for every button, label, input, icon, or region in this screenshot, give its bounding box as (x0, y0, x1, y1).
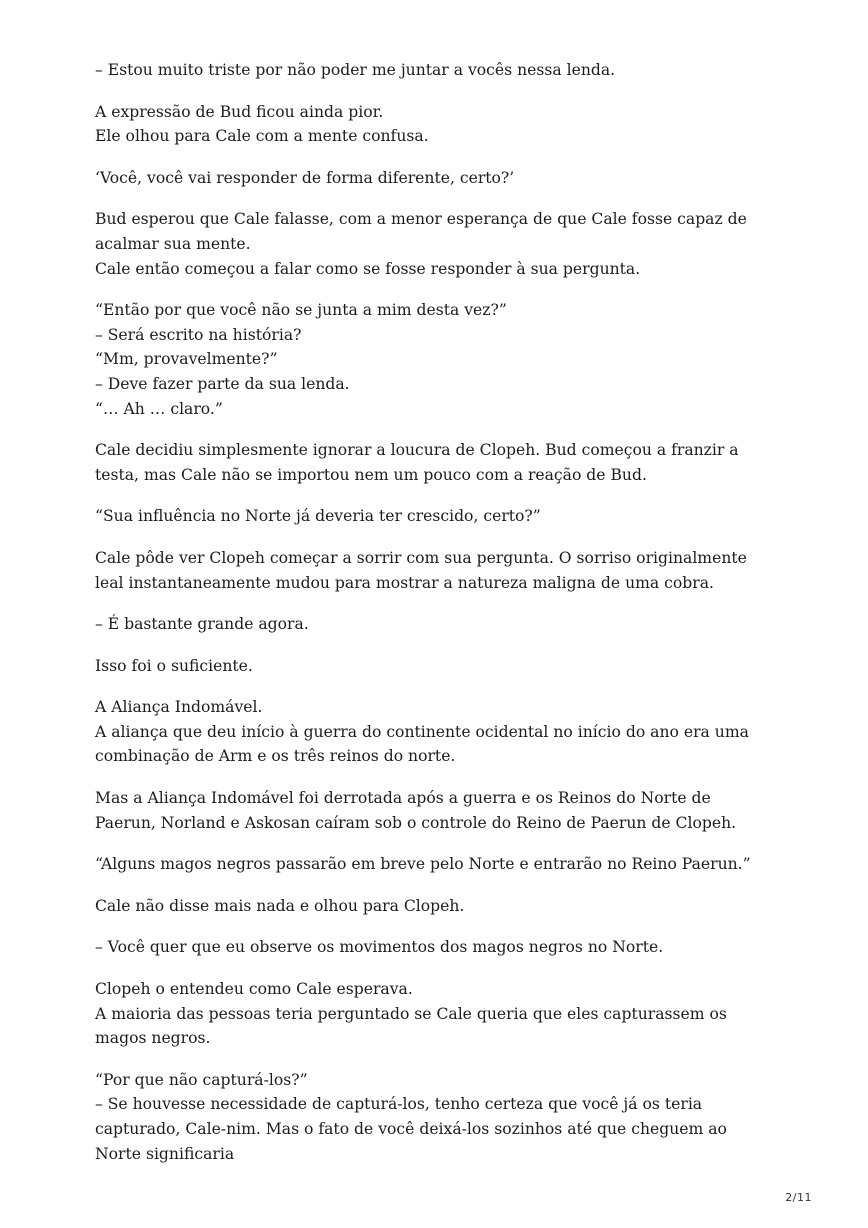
text-line: – Estou muito triste por não poder me juntar a vocês nessa lenda. (95, 61, 616, 79)
text-line: A maioria das pessoas teria perguntado se Cale queria que eles capturassem os magos negros. (95, 1004, 727, 1048)
paragraph (95, 612, 775, 637)
text-line: Clopeh o entendeu como Cale esperava. (95, 980, 413, 999)
paragraph (95, 546, 775, 595)
text-line: A Aliança Indomável. (95, 698, 263, 717)
paragraph (95, 58, 775, 83)
paragraph (95, 504, 775, 529)
paragraph (95, 935, 775, 960)
paragraph (95, 695, 775, 769)
text-line: “Mm, provavelmente?” (95, 350, 278, 369)
paragraph (95, 166, 775, 191)
paragraph (95, 786, 775, 835)
text-line: “Então por que você não se junta a mim desta vez?” (95, 301, 507, 320)
text-line: Cale pôde ver Clopeh começar a sorrir com sua pergunta. O sorriso originalmente leal instantaneamente mudou para mostrar a natureza maligna de uma cobra. (95, 548, 747, 592)
paragraph (95, 654, 775, 679)
text-line: – Será escrito na história? (95, 325, 302, 344)
text-line: Mas a Aliança Indomável foi derrotada após a guerra e os Reinos do Norte de Paerun, Norland e Askosan caíram sob o controle do Reino de Paerun de Clopeh. (95, 789, 737, 832)
text-line: – Deve fazer parte da sua lenda. (95, 374, 350, 393)
text-line: “Por que não capturá-los?” (95, 1070, 308, 1089)
text-line: Isso foi o suficiente. (95, 656, 253, 675)
text-line: Bud esperou que Cale falasse, com a menor esperança de que Cale fosse capaz de acalmar sua mente. (95, 210, 747, 253)
paragraph (95, 1068, 775, 1166)
text-line: Cale decidiu simplesmente ignorar a loucura de Clopeh. Bud começou a franzir a testa, mas Cale não se importou nem um pouco com a reação de Bud. (95, 441, 739, 484)
paragraph (95, 438, 775, 487)
text-line: A expressão de Bud ficou ainda pior. (95, 102, 384, 121)
paragraph (95, 852, 775, 877)
text-line: ‘Você, você vai responder de forma diferente, certo?’ (95, 168, 515, 187)
text-line: Ele olhou para Cale com a mente confusa. (95, 127, 429, 146)
paragraph (95, 100, 775, 149)
page-number: 2/11 (785, 1191, 812, 1204)
text-line: “Sua influência no Norte já deveria ter crescido, certo?” (95, 507, 541, 526)
text-line: Cale então começou a falar como se fosse responder à sua pergunta. (95, 259, 641, 278)
text-line: – Você quer que eu observe os movimentos dos magos negros no Norte. (95, 938, 664, 957)
paragraph (95, 977, 775, 1051)
document-body (95, 58, 775, 1183)
paragraph (95, 298, 775, 421)
text-line: Cale não disse mais nada e olhou para Clopeh. (95, 896, 465, 915)
text-line: “… Ah … claro.” (95, 399, 223, 418)
paragraph (95, 207, 775, 281)
text-line: – É bastante grande agora. (95, 615, 309, 634)
text-line: “Alguns magos negros passarão em breve pelo Norte e entrarão no Reino Paerun.” (95, 855, 751, 874)
paragraph (95, 894, 775, 919)
text-line: – Se houvesse necessidade de capturá-los, tenho certeza que você já os teria capturado, Cale-nim. Mas o fato de você deixá-los sozinhos até que cheguem ao Norte significaria (95, 1095, 727, 1163)
text-line: A aliança que deu início à guerra do continente ocidental no início do ano era uma combinação de Arm e os três reinos do norte. (95, 722, 749, 766)
